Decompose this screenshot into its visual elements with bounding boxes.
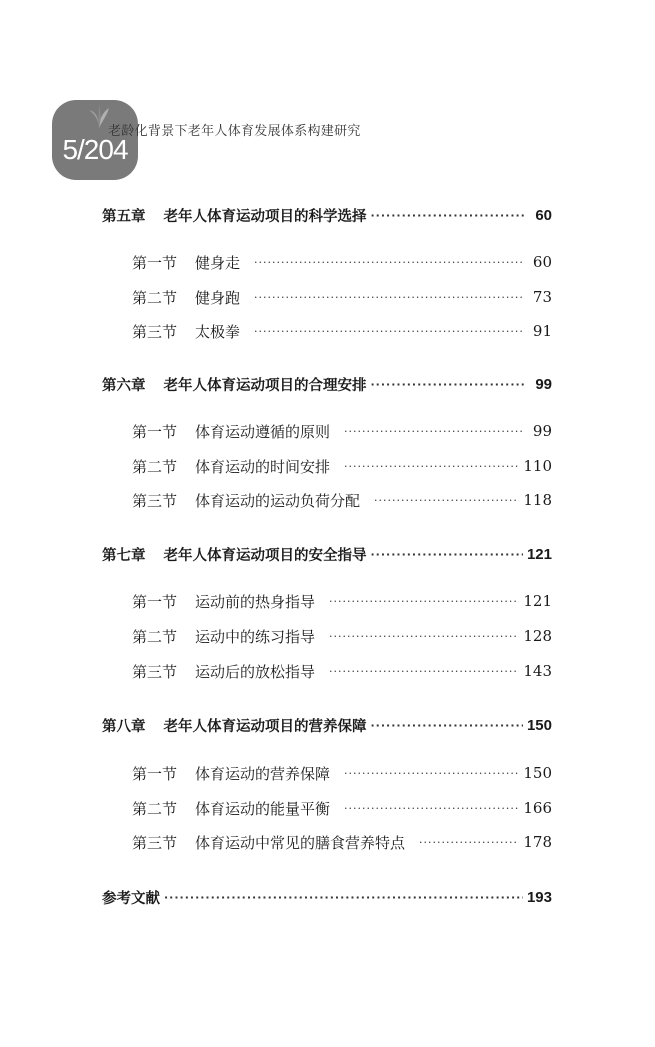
toc-entry-title: 老年人体育运动项目的营养保障 (163, 718, 367, 735)
toc-entry-title: 运动后的放松指导 (195, 662, 316, 681)
toc-entry-page-number: 110 (523, 457, 552, 475)
toc-entry-label (132, 456, 340, 477)
toc-leader-dots (371, 378, 525, 391)
toc-section-entry[interactable] (132, 659, 552, 683)
toc-entry-title: 体育运动的能量平衡 (195, 799, 331, 818)
toc-entry-number: 第三节 (132, 662, 178, 681)
toc-section-entry[interactable] (132, 419, 552, 443)
toc-leader-dots (344, 425, 524, 438)
toc-section-entry[interactable] (132, 285, 552, 309)
toc-entry-page-number: 121 (526, 545, 552, 563)
toc-entry-number: 第三节 (132, 833, 178, 852)
toc-entry-number: 第二节 (132, 288, 178, 307)
toc-section-entry[interactable] (132, 796, 552, 820)
toc-entry-title: 老年人体育运动项目的科学选择 (163, 208, 367, 225)
toc-entry-label (132, 626, 325, 647)
toc-entry-title: 体育运动的运动负荷分配 (195, 491, 361, 510)
toc-entry-page-number: 118 (523, 491, 552, 509)
toc-entry-label (102, 887, 160, 908)
toc-entry-page-number: 178 (523, 833, 552, 851)
toc-entry-page-number: 73 (532, 288, 552, 306)
toc-entry-label (132, 252, 250, 273)
toc-chapter-entry[interactable] (102, 372, 552, 396)
toc-leader-dots (344, 460, 519, 473)
page-indicator-text: 5/204 (62, 134, 128, 165)
toc-leader-dots (344, 767, 519, 780)
toc-leader-dots (254, 291, 524, 304)
toc-entry-page-number: 166 (523, 799, 552, 817)
toc-leader-dots (164, 891, 523, 904)
toc-entry-number: 第一节 (132, 764, 178, 783)
toc-leader-dots (371, 719, 523, 732)
toc-entry-number: 第二节 (132, 457, 178, 476)
toc-entry-title: 老年人体育运动项目的安全指导 (163, 547, 367, 564)
toc-entry-number: 第一节 (132, 422, 178, 441)
toc-chapter-entry[interactable] (102, 542, 552, 566)
toc-entry-label (132, 661, 325, 682)
toc-entry-number: 第一节 (132, 253, 178, 272)
toc-entry-page-number: 143 (523, 662, 552, 680)
toc-entry-number: 第一节 (132, 592, 178, 611)
toc-entry-title: 老年人体育运动项目的合理安排 (163, 377, 367, 394)
toc-entry-title: 运动中的练习指导 (195, 627, 316, 646)
toc-section-entry[interactable] (132, 488, 552, 512)
toc-leader-dots (254, 325, 524, 338)
toc-entry-label (132, 287, 250, 308)
toc-leader-dots (329, 595, 519, 608)
toc-entry-label (132, 421, 340, 442)
toc-entry-page-number: 60 (532, 253, 552, 271)
toc-entry-page-number: 91 (532, 322, 552, 340)
toc-section-entry[interactable] (132, 761, 552, 785)
toc-entry-number: 第二节 (132, 799, 178, 818)
running-header: 老龄化背景下老年人体育发展体系构建研究 (108, 124, 361, 139)
toc-entry-label (102, 205, 367, 226)
toc-section-entry[interactable] (132, 589, 552, 613)
toc-entry-title: 体育运动中常见的膳食营养特点 (195, 833, 406, 852)
toc-entry-number: 第三节 (132, 322, 178, 341)
toc-section-entry[interactable] (132, 624, 552, 648)
toc-entry-page-number: 60 (535, 206, 552, 224)
toc-entry-label (132, 321, 250, 342)
toc-leader-dots (254, 256, 524, 269)
toc-entry-title: 体育运动的时间安排 (195, 457, 331, 476)
toc-entry-title: 健身走 (195, 253, 241, 272)
toc-entry-number: 第二节 (132, 627, 178, 646)
toc-entry-label (132, 832, 415, 853)
toc-entry-title: 体育运动遵循的原则 (195, 422, 331, 441)
toc-chapter-entry[interactable] (102, 713, 552, 737)
toc-section-entry[interactable] (132, 454, 552, 478)
toc-entry-page-number: 150 (526, 716, 552, 734)
toc-entry-page-number: 150 (523, 764, 552, 782)
toc-entry-page-number: 99 (535, 375, 552, 393)
toc-entry-number: 第八章 (102, 718, 146, 735)
toc-entry-page-number: 193 (526, 888, 552, 906)
toc-chapter-entry[interactable] (102, 885, 552, 909)
toc-leader-dots (371, 548, 523, 561)
toc-section-entry[interactable] (132, 319, 552, 343)
toc-entry-title: 参考文献 (102, 890, 160, 907)
toc-entry-page-number: 99 (532, 422, 552, 440)
toc-entry-number: 第六章 (102, 377, 146, 394)
toc-entry-number: 第七章 (102, 547, 146, 564)
toc-entry-title: 健身跑 (195, 288, 241, 307)
toc-entry-number: 第五章 (102, 208, 146, 225)
toc-entry-label (132, 591, 325, 612)
toc-entry-title: 太极拳 (195, 322, 241, 341)
toc-chapter-entry[interactable] (102, 203, 552, 227)
toc-leader-dots (344, 802, 519, 815)
toc-entry-label (102, 544, 367, 565)
toc-entry-label (132, 763, 340, 784)
toc-entry-title: 体育运动的营养保障 (195, 764, 331, 783)
toc-entry-number: 第三节 (132, 491, 178, 510)
toc-entry-label (102, 374, 367, 395)
toc-entry-label (102, 715, 367, 736)
toc-leader-dots (419, 836, 519, 849)
toc-entry-title: 运动前的热身指导 (195, 592, 316, 611)
toc-section-entry[interactable] (132, 250, 552, 274)
toc-entry-label (132, 490, 370, 511)
toc-entry-label (132, 798, 340, 819)
toc-leader-dots (329, 665, 519, 678)
toc-leader-dots (371, 209, 525, 222)
toc-section-entry[interactable] (132, 830, 552, 854)
toc-leader-dots (374, 494, 519, 507)
toc-entry-page-number: 121 (523, 592, 552, 610)
toc-entry-page-number: 128 (523, 627, 552, 645)
toc-leader-dots (329, 630, 519, 643)
